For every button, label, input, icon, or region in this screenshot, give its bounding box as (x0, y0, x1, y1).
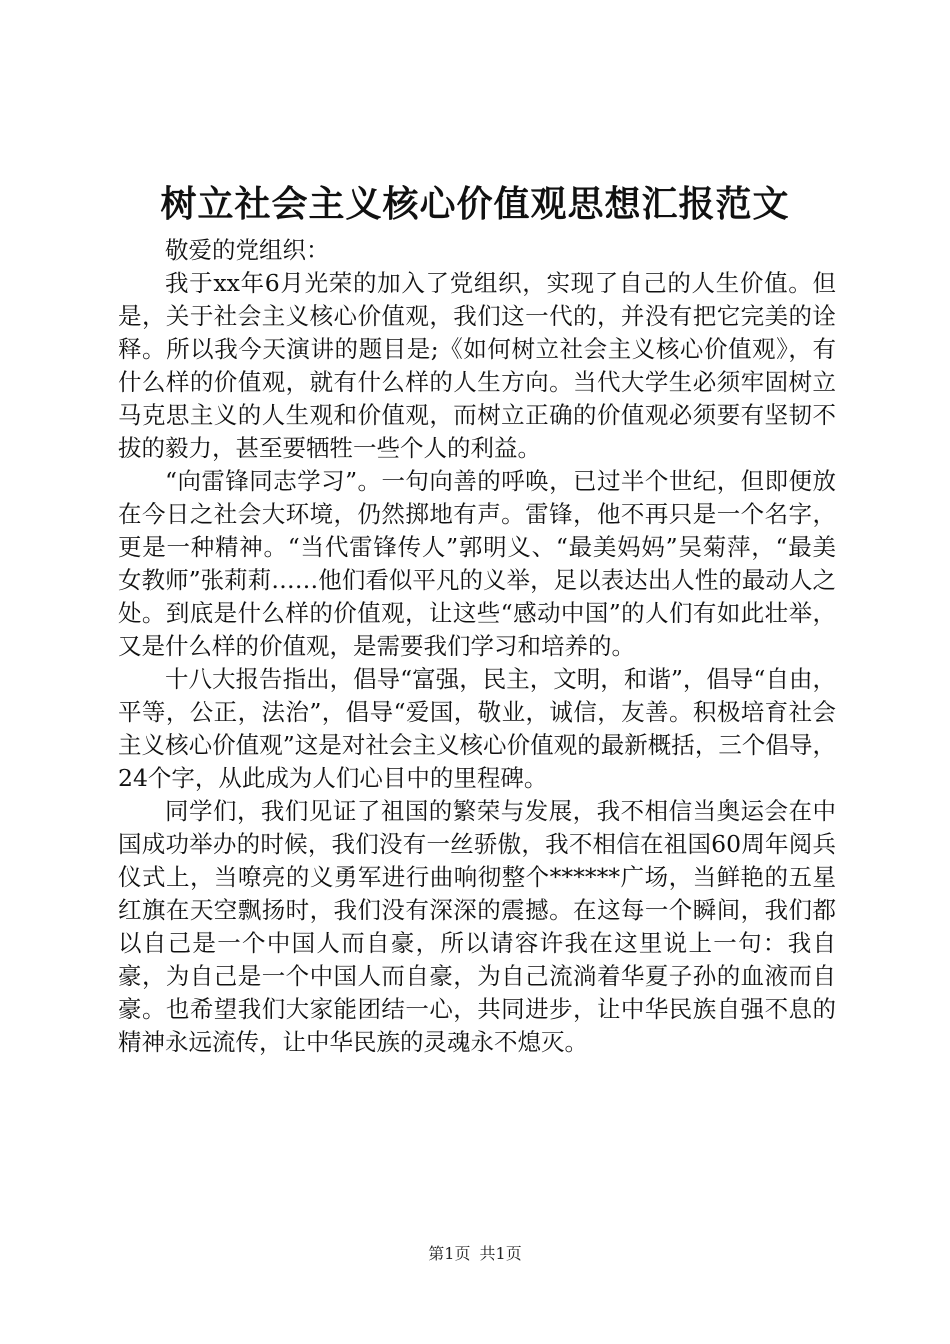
paragraph-3: 十八大报告指出，倡导“富强，民主，文明，和谐”，倡导“自由，平等，公正，法治”，倡导“爱国，敬业，诚信，友善。积极培育社会主义核心价值观”这是对社会主义核心价值观的最新概括，三个倡导，24个字，从此成为人们心目中的里程碑。 (118, 665, 836, 792)
document-body (118, 234, 836, 1059)
paragraph-1: 我于xx年6月光荣的加入了党组织，实现了自己的人生价值。但是，关于社会主义核心价值观，我们这一代的，并没有把它完美的诠释。所以我今天演讲的题目是;《如何树立社会主义核心价值观》，有什么样的价值观，就有什么样的人生方向。当代大学生必须牢固树立马克思主义的人生观和价值观，而树立正确的价值观必须要有坚韧不拔的毅力，甚至要牺牲一些个人的利益。 (118, 269, 836, 462)
page-footer (0, 1244, 950, 1264)
paragraph-2: “向雷锋同志学习”。一句向善的呼唤，已过半个世纪，但即便放在今日之社会大环境，仍然掷地有声。雷锋，他不再只是一个名字，更是一种精神。“当代雷锋传人”郭明义、“最美妈妈”吴菊萍，“最美女教师”张莉莉……他们看似平凡的义举，足以表达出人性的最动人之处。到底是什么样的价值观，让这些“感动中国”的人们有如此壮举，又是什么样的价值观，是需要我们学习和培养的。 (118, 467, 836, 660)
salutation: 敬爱的党组织： (165, 236, 330, 264)
page-total: 共1页 (479, 1244, 522, 1263)
page-number: 第1页 (428, 1244, 471, 1263)
document-title: 树立社会主义核心价值观思想汇报范文 (160, 183, 790, 225)
paragraph-4: 同学们，我们见证了祖国的繁荣与发展，我不相信当奥运会在中国成功举办的时候，我们没有一丝骄傲，我不相信在祖国60周年阅兵仪式上，当嘹亮的义勇军进行曲响彻整个******广场，当鲜艳的五星红旗在天空飘扬时，我们没有深深的震撼。在这每一个瞬间，我们都以自己是一个中国人而自豪，所以请容许我在这里说上一句：我自豪，为自己是一个中国人而自豪，为自己流淌着华夏子孙的血液而自豪。也希望我们大家能团结一心，共同进步，让中华民族自强不息的精神永远流传，让中华民族的灵魂永不熄灭。 (118, 797, 836, 1056)
